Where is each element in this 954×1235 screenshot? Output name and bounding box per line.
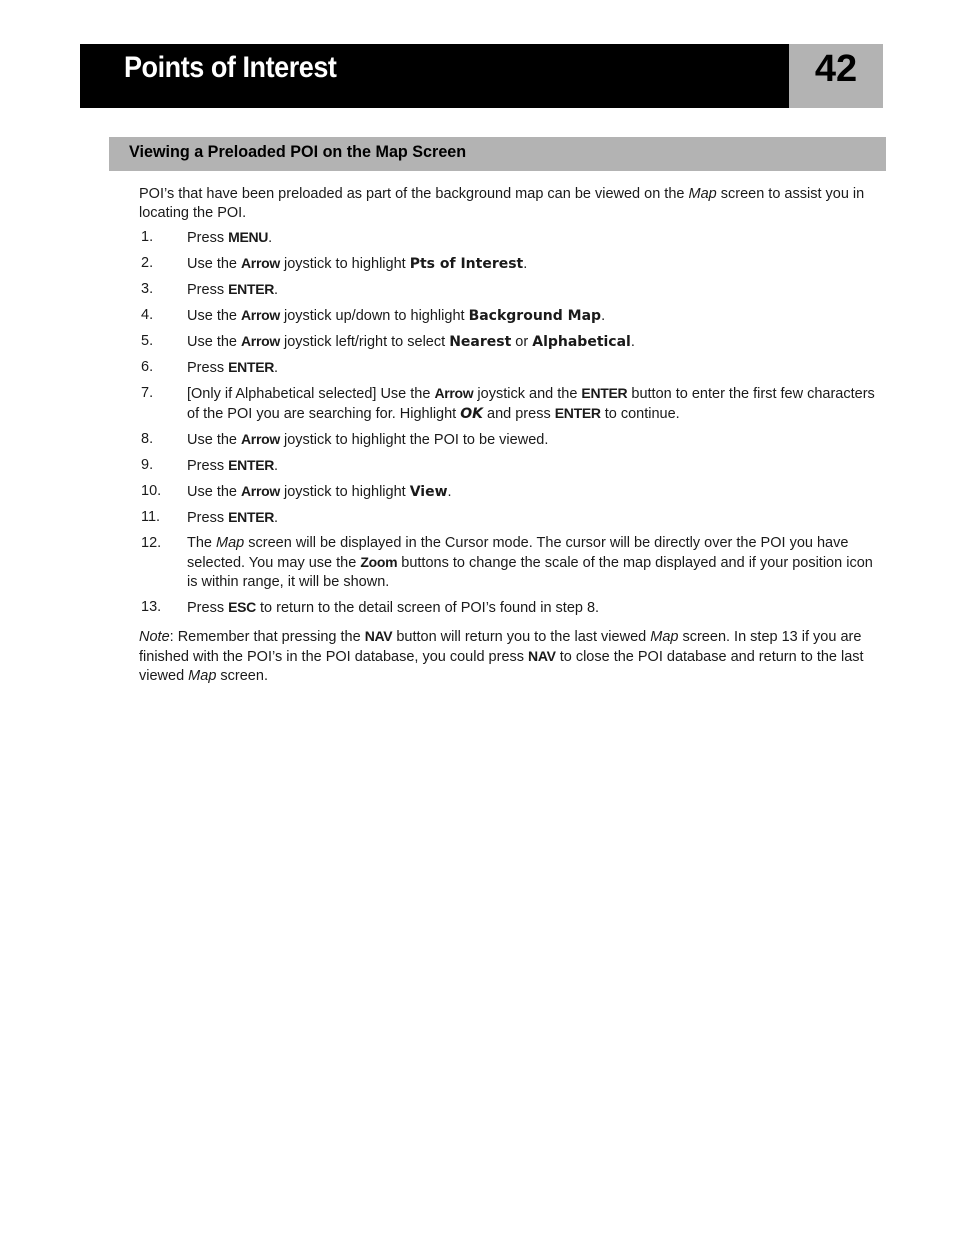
step-item	[139, 598, 881, 618]
step-text	[187, 256, 527, 272]
step-item	[139, 306, 881, 326]
text-run: Map	[188, 668, 217, 684]
page-number: 42	[814, 48, 858, 90]
body-content	[139, 185, 881, 686]
text-run: ENTER	[228, 359, 275, 375]
text-run: OK	[460, 406, 483, 422]
text-run: Map	[650, 629, 679, 645]
step-item	[139, 534, 881, 592]
note-paragraph	[139, 627, 881, 686]
step-item	[139, 482, 881, 502]
text-run: View	[409, 484, 448, 500]
step-text	[187, 282, 278, 298]
text-run: POI’s that have been preloaded as part of the background map can be viewed on the	[139, 186, 689, 202]
text-run: Arrow	[241, 431, 280, 447]
text-run: Use the	[187, 484, 241, 500]
step-text	[187, 308, 605, 324]
text-run: joystick to highlight the POI to be viewed.	[279, 432, 549, 448]
text-run: button to enter the first few characters of the POI you are searching for. Highlight	[187, 386, 875, 422]
text-run: joystick left/right to select	[279, 334, 450, 350]
step-item	[139, 254, 881, 274]
step-number: 6.	[141, 359, 154, 375]
step-number: 4.	[141, 307, 154, 323]
text-run: Arrow	[241, 333, 280, 349]
text-run: Press	[187, 230, 229, 246]
page-number-box	[789, 44, 883, 108]
step-number: 11.	[141, 509, 161, 525]
step-text	[187, 484, 452, 500]
step-item	[139, 430, 881, 450]
step-text	[187, 360, 278, 376]
step-number: 1.	[141, 229, 154, 245]
text-run: and press	[482, 406, 555, 422]
text-run: .	[274, 458, 279, 474]
text-run: Arrow	[241, 483, 280, 499]
text-run: Press	[187, 360, 229, 376]
text-run: Use the	[187, 256, 241, 272]
text-run: screen. In step 13 if you are finished with the POI’s in the POI database, you could press	[139, 629, 862, 665]
step-number: 10.	[141, 483, 162, 499]
step-item	[139, 280, 881, 300]
step-number: 3.	[141, 281, 154, 297]
text-run: Note	[139, 629, 170, 645]
step-number: 5.	[141, 333, 154, 349]
step-text	[187, 458, 278, 474]
step-text	[187, 432, 548, 448]
text-run: ENTER	[581, 385, 628, 401]
step-number: 8.	[141, 431, 154, 447]
text-run: Alphabetical	[532, 334, 631, 350]
text-run: .	[523, 256, 528, 272]
step-number: 7.	[141, 385, 154, 401]
text-run: ENTER	[228, 509, 275, 525]
text-run: Background Map	[468, 308, 602, 324]
text-run: ENTER	[228, 457, 275, 473]
intro-paragraph	[139, 185, 881, 223]
text-run: Map	[688, 186, 717, 202]
text-run: buttons to change the scale of the map displayed and if your position icon is within range, it will be shown.	[187, 555, 873, 590]
text-run: NAV	[364, 628, 393, 644]
text-run: .	[268, 230, 273, 246]
text-run: Nearest	[449, 334, 512, 350]
text-run: MENU	[228, 229, 269, 245]
text-run: Press	[187, 458, 229, 474]
text-run: .	[274, 360, 279, 376]
text-run: screen to assist you in locating the POI.	[139, 186, 865, 221]
step-number: 9.	[141, 457, 154, 473]
step-number: 12.	[141, 535, 162, 551]
text-run: or	[511, 334, 533, 350]
text-run: Map	[216, 535, 245, 551]
text-run: .	[274, 282, 279, 298]
step-text	[187, 230, 272, 246]
text-run: Use the	[187, 432, 241, 448]
step-text	[187, 334, 635, 350]
text-run: The	[187, 535, 217, 551]
text-run: Zoom	[360, 554, 398, 570]
chapter-header	[80, 44, 789, 108]
text-run: button will return you to the last viewed	[392, 629, 651, 645]
step-item	[139, 508, 881, 528]
text-run: Arrow	[241, 307, 280, 323]
text-run: joystick to highlight	[279, 484, 410, 500]
step-text	[187, 600, 599, 616]
text-run: joystick up/down to highlight	[279, 308, 469, 324]
text-run: to close the POI database and return to the last viewed	[139, 649, 864, 684]
text-run: .	[447, 484, 452, 500]
text-run: : Remember that pressing the	[169, 629, 365, 645]
text-run: to continue.	[600, 406, 680, 422]
text-run: Pts of Interest	[409, 256, 524, 272]
text-run: Press	[187, 510, 229, 526]
text-run: Use the	[187, 308, 241, 324]
text-run: Press	[187, 282, 229, 298]
step-number: 2.	[141, 255, 154, 271]
text-run: Arrow	[434, 385, 474, 401]
step-text	[187, 386, 875, 422]
step-item	[139, 456, 881, 476]
text-run: joystick to highlight	[279, 256, 410, 272]
text-run: ESC	[228, 599, 256, 615]
step-text	[187, 510, 278, 526]
step-item	[139, 332, 881, 352]
text-run: .	[601, 308, 606, 324]
steps-list	[139, 228, 881, 618]
text-run: joystick and the	[473, 386, 582, 402]
step-number: 13.	[141, 599, 162, 615]
step-text	[187, 535, 873, 590]
step-item	[139, 228, 881, 248]
text-run: Press	[187, 600, 229, 616]
text-run: screen will be displayed in the Cursor mode. The cursor will be directly over the POI you have selected. You may use the	[187, 535, 849, 571]
text-run: NAV	[528, 648, 556, 664]
step-item	[139, 384, 881, 424]
text-run: Arrow	[241, 255, 280, 271]
step-item	[139, 358, 881, 378]
text-run: Use the	[187, 334, 241, 350]
text-run: .	[274, 510, 279, 526]
text-run: to return to the detail screen of POI’s found in step 8.	[255, 600, 600, 616]
text-run: .	[630, 334, 635, 350]
text-run: [Only if Alphabetical selected] Use the	[187, 386, 435, 402]
section-title: Viewing a Preloaded POI on the Map Screen	[129, 142, 467, 161]
chapter-title: Points of Interest	[124, 51, 337, 84]
text-run: screen.	[216, 668, 268, 684]
text-run: ENTER	[554, 405, 601, 421]
text-run: ENTER	[228, 281, 275, 297]
section-header	[109, 137, 886, 171]
